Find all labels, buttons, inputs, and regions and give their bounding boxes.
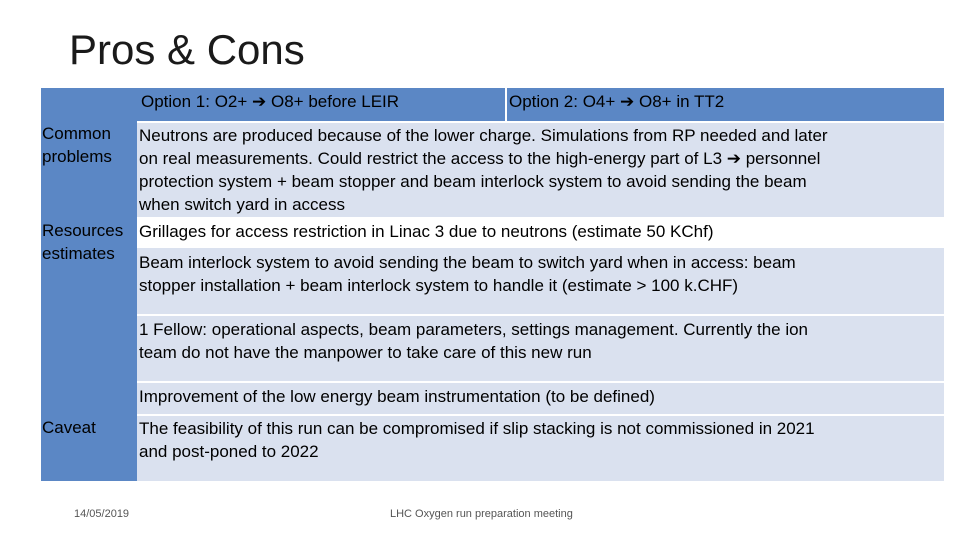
row-fellow <box>137 314 944 381</box>
fellow-line-2: team do not have the manpower to take care of this new run <box>139 343 592 362</box>
fellow-line-1: 1 Fellow: operational aspects, beam parameters, settings management. Currently the ion <box>139 320 809 339</box>
slide-title: Pros & Cons <box>69 26 305 73</box>
common-line-2: on real measurements. Could restrict the access to the high-energy part of L3 ➔ personnel <box>139 149 821 168</box>
row-caveat <box>137 414 944 481</box>
interlock-line-2: stopper installation + beam interlock system to handle it (estimate > 100 k.CHF) <box>139 276 739 295</box>
footer-date: 14/05/2019 <box>74 508 130 520</box>
caveat-line-2: and post-poned to 2022 <box>139 442 319 461</box>
footer-meeting: LHC Oxygen run preparation meeting <box>390 508 573 520</box>
row-grillages <box>137 217 944 246</box>
label-resources: Resources <box>42 221 124 240</box>
row-interlock <box>137 246 944 314</box>
row-instrumentation <box>137 381 944 414</box>
caveat-line-1: The feasibility of this run can be compromised if slip stacking is not commissioned in 2021 <box>139 419 815 438</box>
grillages-text: Grillages for access restriction in Linac 3 due to neutrons (estimate 50 KChf) <box>139 222 714 241</box>
option1-header: Option 1: O2+ ➔ O8+ before LEIR <box>141 92 400 111</box>
row-common-problems <box>137 121 944 217</box>
label-caveat: Caveat <box>42 418 96 437</box>
common-line-4: when switch yard in access <box>139 195 345 214</box>
label-problems: problems <box>42 147 112 166</box>
instrumentation-text: Improvement of the low energy beam instrumentation (to be defined) <box>139 387 655 406</box>
interlock-line-1: Beam interlock system to avoid sending the beam to switch yard when in access: beam <box>139 253 796 272</box>
option2-header: Option 2: O4+ ➔ O8+ in TT2 <box>509 92 725 111</box>
common-line-3: protection system + beam stopper and beam interlock system to avoid sending the beam <box>139 172 807 191</box>
common-line-1: Neutrons are produced because of the lower charge. Simulations from RP needed and later <box>139 126 828 145</box>
label-estimates: estimates <box>42 244 115 263</box>
label-common: Common <box>42 124 111 143</box>
